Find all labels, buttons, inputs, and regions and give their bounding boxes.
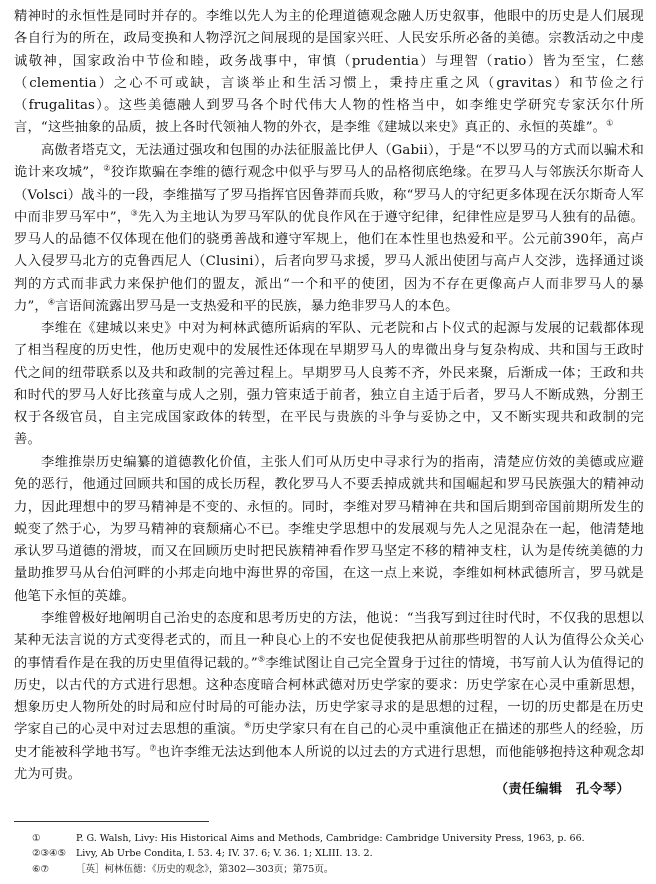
paragraph-5	[14, 608, 644, 786]
paragraph-5-text-a: 李维曾极好地阐明自己治史的态度和思考历史的方法，他说：“当我写到过往时代时，不仅我的思想以某种无法言说的方式变得老式的，而且一种良心上的不安也促使我把从前那些明智的人认为值得公众关心的事情看作是在我的历史里值得记载的。”	[14, 611, 644, 671]
footnote-mark: ①	[32, 833, 41, 844]
footnote-ref: ④	[47, 297, 56, 307]
paragraph-5-text-d: 也许李维无法达到他本人所说的以过去的方式进行思想，而他能够抱持这种观念却尤为可贵。	[14, 744, 645, 783]
paragraph-2-text-c: 先入为主地认为罗马军队的优良作风在于遵守纪律，纪律性应是罗马人独有的品德。罗马人的品德不仅体现在他们的骁勇善战和遵守军规上，他们在本性里也热爱和平。公元前390年，高卢人入侵罗马北方的克鲁西尼人（Clusini），后者向罗马求援，罗马人派出使团与高卢人交涉，选择通过谈判的方式而非武力来保护他们的盟友，派出“一个和平的使团，因为不存在更像高卢人而非罗马人的暴力”，	[14, 209, 644, 315]
paragraph-2-text-b: 狡诈欺骗在李维的德行观念中似乎与罗马人的品格彻底绝缘。在罗马人与邻族沃尔斯奇人（Volsci）战斗的一段，李维描写了罗马指挥官因鲁莽而兵败，称“罗马人的守纪更多体现在沃尔斯奇人军中而非罗马军中”，	[14, 165, 644, 225]
footnote-1	[14, 831, 644, 846]
paragraph-2-text-d: 言语间流露出罗马是一支热爱和平的民族，暴力绝非罗马人的本色。	[55, 299, 459, 315]
footnote-text: P. G. Walsh, Livy: His Historical Aims and Methods, Cambridge: Cambridge University Press, 1963, p. 66.	[76, 833, 585, 844]
footnote-mark: ②③④⑤	[32, 848, 67, 860]
footnote-3	[14, 862, 644, 877]
footnote-divider	[14, 821, 209, 822]
paragraph-2	[14, 140, 644, 318]
footnote-text: ［英］柯林伍德：《历史的观念》，第302—303页；第75页。	[76, 863, 334, 875]
paragraph-1-text: 精神时的永恒性是同时并存的。李维以先人为主的伦理道德观念融人历史叙事，他眼中的历史是人们展现各自行为的所在，政局变换和人物浮沉之间展现的是国家兴旺、人民安乐所必备的美德。宗教活动之中虔诚敬神，国家政治中节俭和睦，政务战事中，审慎（prudentia）与理智（ratio）皆为至宝，仁慈（clementia）之心不可或缺，言谈举止和生活习惯上，秉持庄重之风（gravitas）和节俭之行（frugalitas）。这些美德融人到罗马各个时代伟大人物的性格当中，如李维史学研究专家沃尔什所言，“这些抽象的品质，披上各时代领袖人物的外衣，是李维《建城以来史》真正的、永恒的英雄”。	[14, 9, 644, 136]
paragraph-2-text-a: 高傲者塔克文，无法通过强攻和包围的办法征服盖比伊人（Gabii），于是“不以罗马的方式而以骗术和诡计来攻城”，	[14, 143, 644, 181]
footnote-ref: ⑥	[244, 721, 252, 731]
footnote-ref: ⑤	[257, 654, 266, 664]
footnotes	[14, 831, 644, 877]
paragraph-3: 李维在《建城以来史》中对为柯林武德所诟病的军队、元老院和占卜仪式的起源与发展的记载都体现了相当程度的历史性，他历史观中的发展性还体现在早期罗马人的卑微出身与复杂构成、共和国与王政时代之间的纽带联系以及共和政制的完善过程上。早期罗马人良莠不齐，外民来聚，后渐成一体；王政和共和时代的罗马人好比孩童与成人之别，强力管束适于前者，独立自主适于后者，罗马人不断成熟，分割王权于各级官员，自主完成国家政体的转型，在平民与贵族的斗争与妥协之中，又不断实现共和政制的完善。	[14, 321, 644, 448]
footnote-ref: ③	[130, 208, 139, 218]
paragraph-5-text-c: 历史学家只有在自己的心灵中重演他正在描述的那些人的经验，历史才能被科学地书写。	[14, 722, 644, 760]
editor-credit: （责任编辑 孔令琴）	[494, 782, 630, 797]
footnote-2	[14, 846, 644, 861]
footnote-ref: ②	[103, 163, 111, 173]
paragraph-4: 李维推崇历史编纂的道德教化价值，主张人们可从历史中寻求行为的指南，清楚应仿效的美德或应避免的恶行，他通过回顾共和国的成长历程，教化罗马人不要丢掉成就共和国崛起和罗马民族强大的精神动力，因此理想中的罗马精神是不变的、永恒的。同时，李维对罗马精神在共和国后期到帝国前期所发生的蜕变了然于心，为罗马精神的衰颓痛心不已。李维史学思想中的发展观与先人之见混杂在一起，他清楚地承认罗马道德的滑坡，而又在回顾历史时把民族精神看作罗马坚定不移的精神支柱，认为是传统美德的力量助推罗马从台伯河畔的小邦走向地中海世界的帝国，在这一点上来说，李维如柯林武德所言，罗马就是他笔下永恒的英雄。	[14, 455, 644, 604]
paragraph-5-text-b: 李维试图让自己完全置身于过往的情境，书写前人认为值得记的历史，以古代的方式进行思想。这种态度暗合柯林武德对历史学家的要求：历史学家在心灵中重新思想，想象历史人物所处的时局和应付时局的可能办法，历史学家寻求的是思想的过程，一切的历史都是在历史学家自己的心灵中对过去思想的重演。	[14, 655, 644, 738]
paragraph-1	[14, 6, 644, 140]
footnote-text: Livy, Ab Urbe Condita, I. 53. 4; IV. 37. 6; V. 36. 1; XLIII. 13. 2.	[76, 848, 373, 860]
footnote-mark: ⑥⑦	[32, 863, 50, 875]
footnote-ref: ⑦	[149, 743, 157, 753]
footnote-ref: ①	[606, 119, 614, 129]
